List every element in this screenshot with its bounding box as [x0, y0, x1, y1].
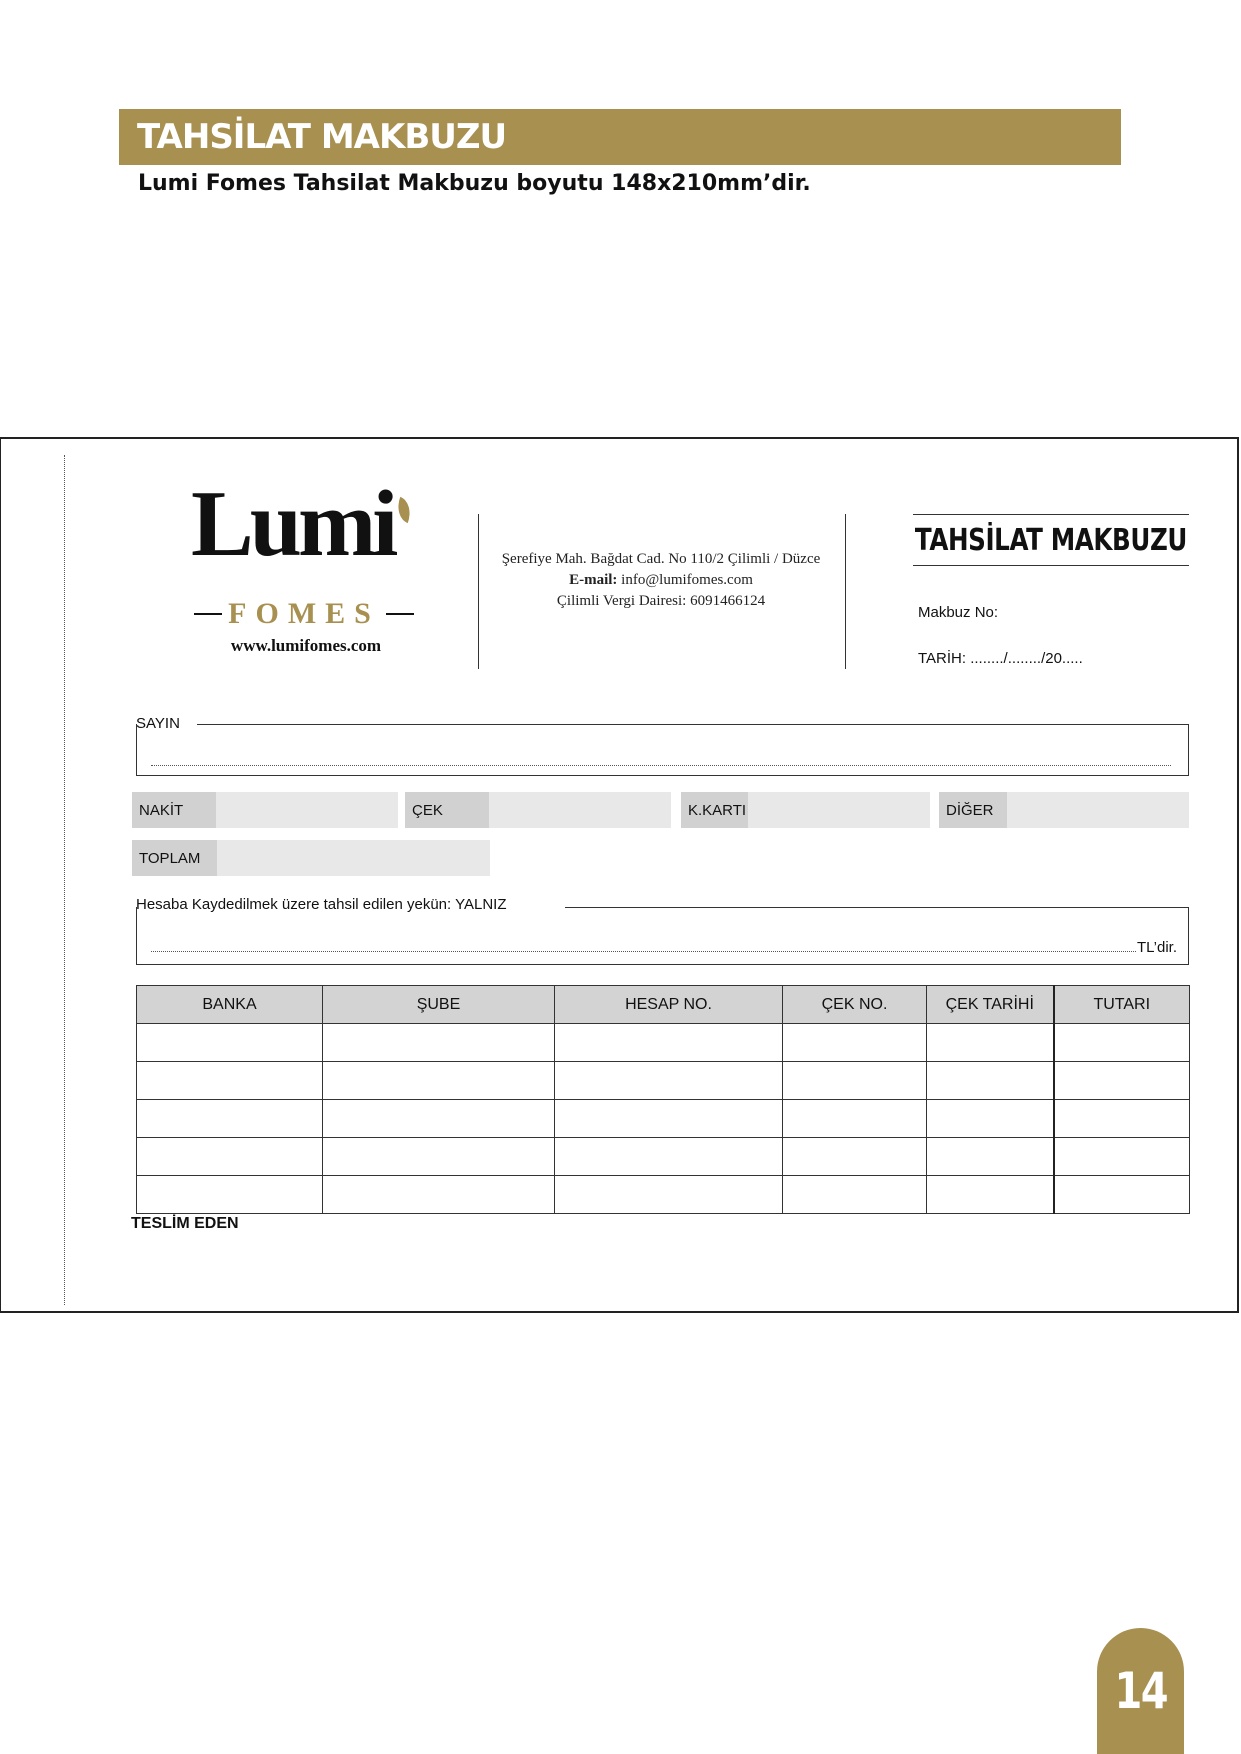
- table-cell[interactable]: [323, 1062, 555, 1100]
- table-row: [137, 1024, 1190, 1062]
- col-header-tutari: TUTARI: [1054, 986, 1190, 1024]
- page-number-badge: [1097, 1628, 1184, 1754]
- logo-sub: FOMES: [228, 597, 380, 630]
- col-header-hesap-no: HESAP NO.: [555, 986, 783, 1024]
- logo-subline: [194, 597, 414, 631]
- table-cell[interactable]: [783, 1024, 927, 1062]
- logo-dash-left: [194, 613, 222, 615]
- table-cell[interactable]: [927, 1138, 1054, 1176]
- table-row: [137, 1062, 1190, 1100]
- table-cell[interactable]: [1054, 1062, 1190, 1100]
- title-banner: [119, 109, 1121, 165]
- header-divider-left: [478, 514, 479, 669]
- table-cell[interactable]: [137, 1024, 323, 1062]
- table-cell[interactable]: [323, 1176, 555, 1214]
- sayin-input-line[interactable]: [151, 765, 1171, 766]
- logo-dash-right: [386, 613, 414, 615]
- table-cell[interactable]: [555, 1138, 783, 1176]
- table-cell[interactable]: [783, 1062, 927, 1100]
- table-cell[interactable]: [555, 1062, 783, 1100]
- table-cell[interactable]: [137, 1138, 323, 1176]
- table-cell[interactable]: [927, 1176, 1054, 1214]
- page-number: 14: [1114, 1662, 1167, 1720]
- yekun-input-line[interactable]: [151, 951, 1136, 952]
- table-row: [137, 1138, 1190, 1176]
- table-cell[interactable]: [323, 1024, 555, 1062]
- col-header-cek-no: ÇEK NO.: [783, 986, 927, 1024]
- col-header-banka: BANKA: [137, 986, 323, 1024]
- header-divider-right: [845, 514, 846, 669]
- logo-wordmark: Lumi: [191, 472, 395, 576]
- table-cell[interactable]: [137, 1062, 323, 1100]
- table-cell[interactable]: [323, 1138, 555, 1176]
- table-cell[interactable]: [783, 1138, 927, 1176]
- table-cell[interactable]: [137, 1100, 323, 1138]
- payment-label: ÇEK: [405, 792, 489, 828]
- receipt-title: TAHSİLAT MAKBUZU: [914, 522, 1188, 558]
- table-cell[interactable]: [137, 1176, 323, 1214]
- table-cell[interactable]: [1054, 1024, 1190, 1062]
- payment-nakit[interactable]: [132, 792, 398, 828]
- table-cell[interactable]: [783, 1100, 927, 1138]
- tarih-field: TARİH: ......../......../20.....: [918, 650, 1083, 667]
- payment-label: K.KARTI: [681, 792, 748, 828]
- payment-kkarti[interactable]: [681, 792, 930, 828]
- col-header-sube: ŞUBE: [323, 986, 555, 1024]
- company-info: [481, 549, 841, 612]
- logo-website: www.lumifomes.com: [230, 636, 382, 655]
- makbuz-no-label: Makbuz No:: [918, 604, 999, 621]
- table-cell[interactable]: [555, 1024, 783, 1062]
- payment-label: NAKİT: [132, 792, 216, 828]
- perforation-line: [64, 455, 65, 1305]
- bank-table: [136, 985, 1190, 1214]
- tl-suffix: TL’dir.: [1137, 939, 1178, 956]
- payment-label: DİĞER: [939, 792, 1007, 828]
- banner-title: TAHSİLAT MAKBUZU: [137, 117, 507, 157]
- page-subtitle: Lumi Fomes Tahsilat Makbuzu boyutu 148x210mm’dir.: [138, 171, 811, 196]
- table-header-row: [137, 986, 1190, 1024]
- payment-cek[interactable]: [405, 792, 671, 828]
- yekun-frame: [136, 907, 1189, 965]
- table-cell[interactable]: [1054, 1138, 1190, 1176]
- leaf-icon: [393, 497, 416, 523]
- table-row: [137, 1100, 1190, 1138]
- payment-diger[interactable]: [939, 792, 1189, 828]
- table-cell[interactable]: [1054, 1176, 1190, 1214]
- payment-toplam[interactable]: [132, 840, 490, 876]
- table-cell[interactable]: [1054, 1100, 1190, 1138]
- table-cell[interactable]: [927, 1024, 1054, 1062]
- company-address: Şerefiye Mah. Bağdat Cad. No 110/2 Çilimli / Düzce: [501, 551, 821, 567]
- table-row: [137, 1176, 1190, 1214]
- table-cell[interactable]: [783, 1176, 927, 1214]
- toplam-label: TOPLAM: [132, 840, 217, 876]
- sayin-frame: [136, 724, 1189, 776]
- email-label: E-mail:: [569, 572, 618, 588]
- company-email-row: [481, 570, 841, 591]
- receipt-form: [0, 437, 1239, 1313]
- table-cell[interactable]: [555, 1176, 783, 1214]
- table-cell[interactable]: [555, 1100, 783, 1138]
- receipt-title-box: [913, 514, 1189, 566]
- table-cell[interactable]: [323, 1100, 555, 1138]
- sayin-label: SAYIN: [136, 715, 180, 732]
- col-header-cek-tarihi: ÇEK TARİHİ: [927, 986, 1054, 1024]
- yekun-label: Hesaba Kaydedilmek üzere tahsil edilen yekün: YALNIZ: [136, 896, 507, 913]
- company-tax: Çilimli Vergi Dairesi: 6091466124: [556, 593, 766, 609]
- company-email: info@lumifomes.com: [621, 572, 753, 588]
- table-cell[interactable]: [927, 1100, 1054, 1138]
- table-cell[interactable]: [927, 1062, 1054, 1100]
- teslim-eden-label: TESLİM EDEN: [131, 1215, 239, 1232]
